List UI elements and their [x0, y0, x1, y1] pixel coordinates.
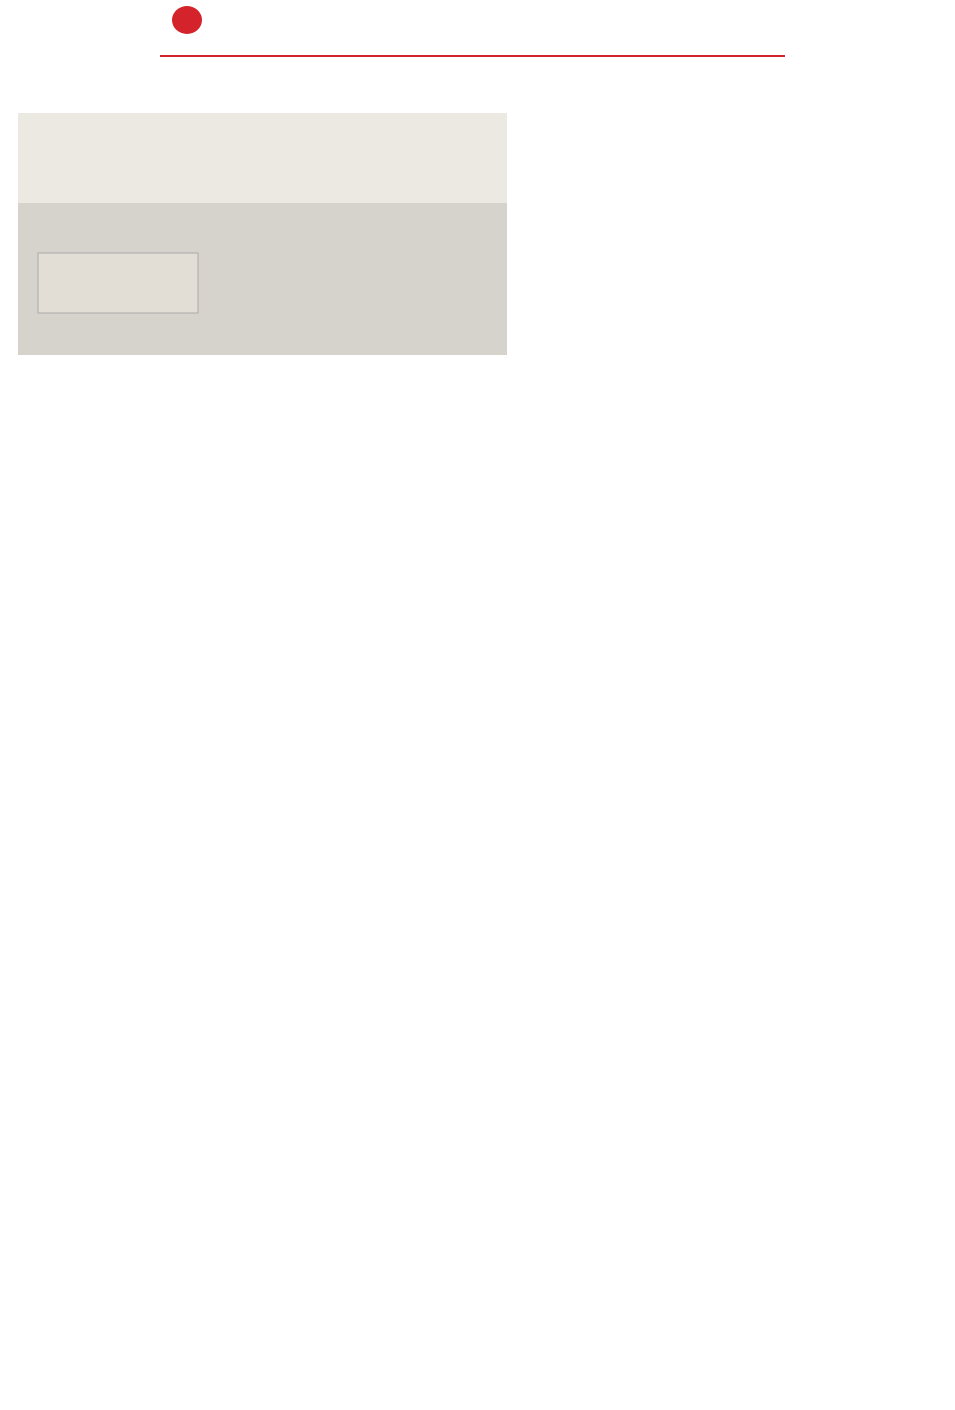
- newspaper-logo-icon: [172, 6, 202, 34]
- photo-tofu-making-illustration: [18, 113, 507, 355]
- masthead-divider: [160, 55, 785, 57]
- photo-tofu-making: [18, 113, 507, 355]
